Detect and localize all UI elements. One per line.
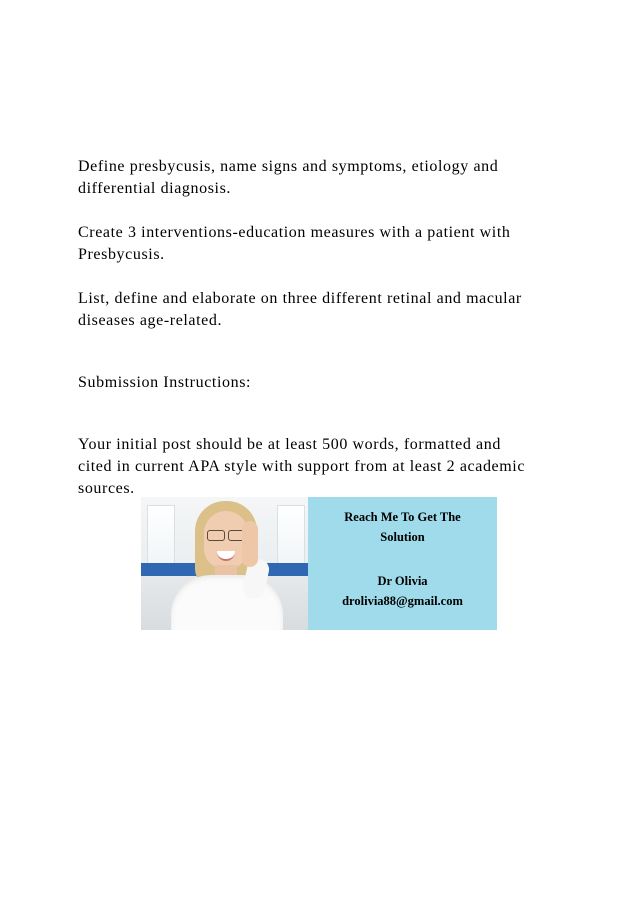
paragraph-presbycusis-definition (78, 156, 578, 200)
text-line: Presbycusis. (78, 246, 165, 263)
contact-info-panel (308, 497, 497, 630)
woman-photo (141, 497, 308, 630)
document-body (78, 156, 578, 500)
contact-name: Dr Olivia (377, 574, 428, 588)
text-line: diseases age-related. (78, 312, 223, 329)
text-line: sources. (78, 480, 135, 497)
banner-heading-line1: Reach Me To Get The (344, 510, 461, 524)
contact-email: drolivia88@gmail.com (342, 594, 463, 608)
text-line: cited in current APA style with support from at least 2 academic (78, 458, 526, 475)
glasses-icon (205, 530, 247, 540)
contact-banner (141, 497, 497, 630)
text-line: differential diagnosis. (78, 180, 232, 197)
text-line: Define presbycusis, name signs and symptoms, etiology and (78, 158, 499, 175)
hand-shape (242, 521, 258, 567)
paragraph-interventions (78, 222, 578, 266)
submission-instructions-heading (78, 372, 578, 394)
text-line: List, define and elaborate on three different retinal and macular (78, 290, 522, 307)
text-line: Submission Instructions: (78, 374, 252, 391)
banner-heading-line2: Solution (380, 530, 425, 544)
paragraph-post-requirements (78, 434, 578, 500)
paragraph-retinal-diseases (78, 288, 578, 332)
text-line: Create 3 interventions-education measures with a patient with (78, 224, 511, 241)
text-line: Your initial post should be at least 500 words, formatted and (78, 436, 501, 453)
